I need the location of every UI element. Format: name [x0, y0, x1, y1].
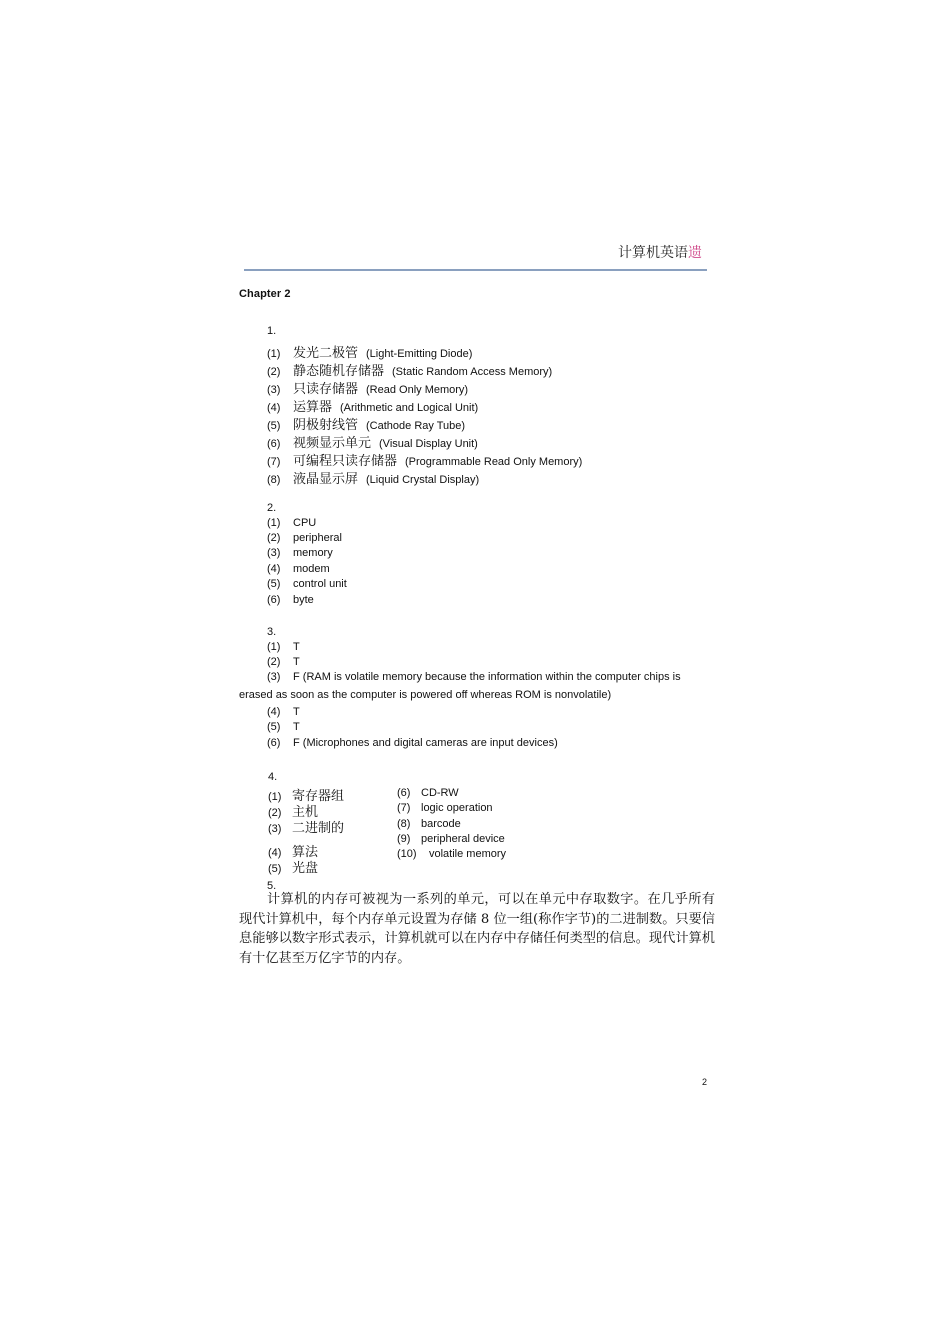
item-text: F (Microphones and digital cameras are input devices): [293, 737, 558, 749]
item-number: (5): [267, 420, 281, 432]
item-number: (3): [267, 547, 281, 559]
section-1-item: [267, 432, 478, 451]
item-english: (Read Only Memory): [366, 384, 469, 396]
item-text: peripheral: [293, 532, 342, 544]
item-text: T: [293, 706, 300, 718]
section-2-item: [267, 594, 314, 606]
item-text: T: [293, 656, 300, 668]
item-english: (Liquid Crystal Display): [366, 474, 480, 486]
item-number: (9): [397, 833, 411, 845]
item-number: (1): [267, 348, 281, 360]
item-chinese: 可编程只读存储器: [293, 454, 398, 469]
item-number: (6): [267, 737, 281, 749]
item-chinese: 寄存器组: [292, 789, 345, 804]
section-4-right-item: [397, 848, 506, 860]
item-chinese: 算法: [292, 845, 319, 860]
section-1-item: [267, 396, 478, 415]
section-2-item: [267, 563, 330, 575]
item-number: (1): [268, 791, 282, 803]
item-number: (5): [267, 578, 281, 590]
section-1-item: [267, 450, 582, 469]
item-text: logic operation: [421, 802, 493, 814]
section-3-number: 3.: [267, 626, 277, 638]
item-chinese: 液晶显示屏: [293, 472, 359, 487]
section-3-item: [267, 721, 300, 733]
item-chinese: 发光二极管: [293, 346, 359, 361]
item-chinese: 二进制的: [292, 821, 345, 836]
item-text: control unit: [293, 578, 347, 590]
item-number: (3): [267, 671, 281, 683]
section-2-number: 2.: [267, 502, 277, 514]
running-header-last-char: 遗: [688, 245, 702, 261]
section-3-item: [267, 706, 300, 718]
item-text: T: [293, 641, 300, 653]
item-number: (2): [267, 366, 281, 378]
item-english: (Light-Emitting Diode): [366, 348, 473, 360]
item-number: (4): [267, 402, 281, 414]
section-4-left-item: [268, 857, 318, 876]
item-number: (4): [267, 706, 281, 718]
item-english: (Cathode Ray Tube): [366, 420, 466, 432]
section-1-item: [267, 360, 552, 379]
item-english: (Static Random Access Memory): [392, 366, 553, 378]
section-3-item: [267, 737, 558, 749]
item-text: CPU: [293, 517, 317, 529]
section-1-item: [267, 468, 479, 487]
section-3-item-continuation: erased as soon as the computer is powered off whereas ROM is nonvolatile): [239, 689, 612, 701]
section-4-right-item: [397, 802, 493, 814]
chapter-heading: Chapter 2: [239, 288, 291, 300]
item-number: (3): [268, 823, 282, 835]
section-1-item: [267, 378, 468, 397]
item-text: peripheral device: [421, 833, 505, 845]
item-number: (7): [267, 456, 281, 468]
item-number: (5): [267, 721, 281, 733]
item-english: (Arithmetic and Logical Unit): [340, 402, 479, 414]
item-number: (8): [397, 818, 411, 830]
item-number: (2): [268, 807, 282, 819]
item-chinese: 只读存储器: [293, 382, 359, 397]
item-number: (7): [397, 802, 411, 814]
item-text: T: [293, 721, 300, 733]
section-2-item: [267, 547, 333, 559]
section-3-item: [267, 641, 300, 653]
item-english: (Programmable Read Only Memory): [405, 456, 583, 468]
item-number: (8): [267, 474, 281, 486]
section-5-paragraph: 计算机的内存可被视为一系列的单元，可以在单元中存取数字。在几乎所有现代计算机中，每个内存单元设置为存储 8 位一组(称作字节)的二进制数。只要信息能够以数字形式表示，计算机就可以在内存中存储任何类型的信息。现代计算机有十亿甚至万亿字节的内存。: [239, 892, 715, 966]
item-number: (6): [397, 787, 411, 799]
item-text: byte: [293, 594, 314, 606]
item-text: memory: [293, 547, 333, 559]
item-text: F (RAM is volatile memory because the information within the computer chips is: [293, 671, 681, 683]
item-number: (3): [267, 384, 281, 396]
item-number: (1): [267, 517, 281, 529]
item-number: (5): [268, 863, 282, 875]
section-3-item: [267, 671, 681, 683]
header-rule: [244, 269, 707, 271]
section-1-number: 1.: [267, 325, 277, 337]
section-3-item: [267, 656, 300, 668]
section-2-item: [267, 578, 347, 590]
item-chinese: 静态随机存储器: [293, 364, 385, 379]
item-number: (2): [267, 656, 281, 668]
section-2-item: [267, 532, 342, 544]
item-number: (1): [267, 641, 281, 653]
item-chinese: 运算器: [293, 400, 333, 415]
item-chinese: 视频显示单元: [293, 436, 372, 451]
running-header: [618, 242, 702, 262]
item-number: (4): [268, 847, 282, 859]
item-number: (4): [267, 563, 281, 575]
section-4-number: 4.: [268, 771, 278, 783]
item-chinese: 阴极射线管: [293, 418, 359, 433]
item-text: barcode: [421, 818, 461, 830]
page-number: 2: [702, 1077, 708, 1087]
item-text: CD-RW: [421, 787, 459, 799]
running-header-main: 计算机英语: [618, 245, 688, 261]
item-english: (Visual Display Unit): [379, 438, 478, 450]
section-5-number: 5.: [267, 880, 277, 892]
section-4-left-item: [268, 817, 344, 836]
item-text: volatile memory: [429, 848, 507, 860]
item-chinese: 光盘: [292, 861, 319, 876]
item-number: (6): [267, 594, 281, 606]
section-4-right-item: [397, 787, 459, 799]
item-number: (2): [267, 532, 281, 544]
item-number: (6): [267, 438, 281, 450]
section-4-right-item: [397, 833, 505, 845]
section-4-right-item: [397, 818, 461, 830]
section-1-item: [267, 414, 465, 433]
section-2-item: [267, 517, 316, 529]
item-number: (10): [397, 848, 417, 860]
item-chinese: 主机: [292, 805, 319, 820]
item-text: modem: [293, 563, 330, 575]
section-1-item: [267, 342, 472, 361]
